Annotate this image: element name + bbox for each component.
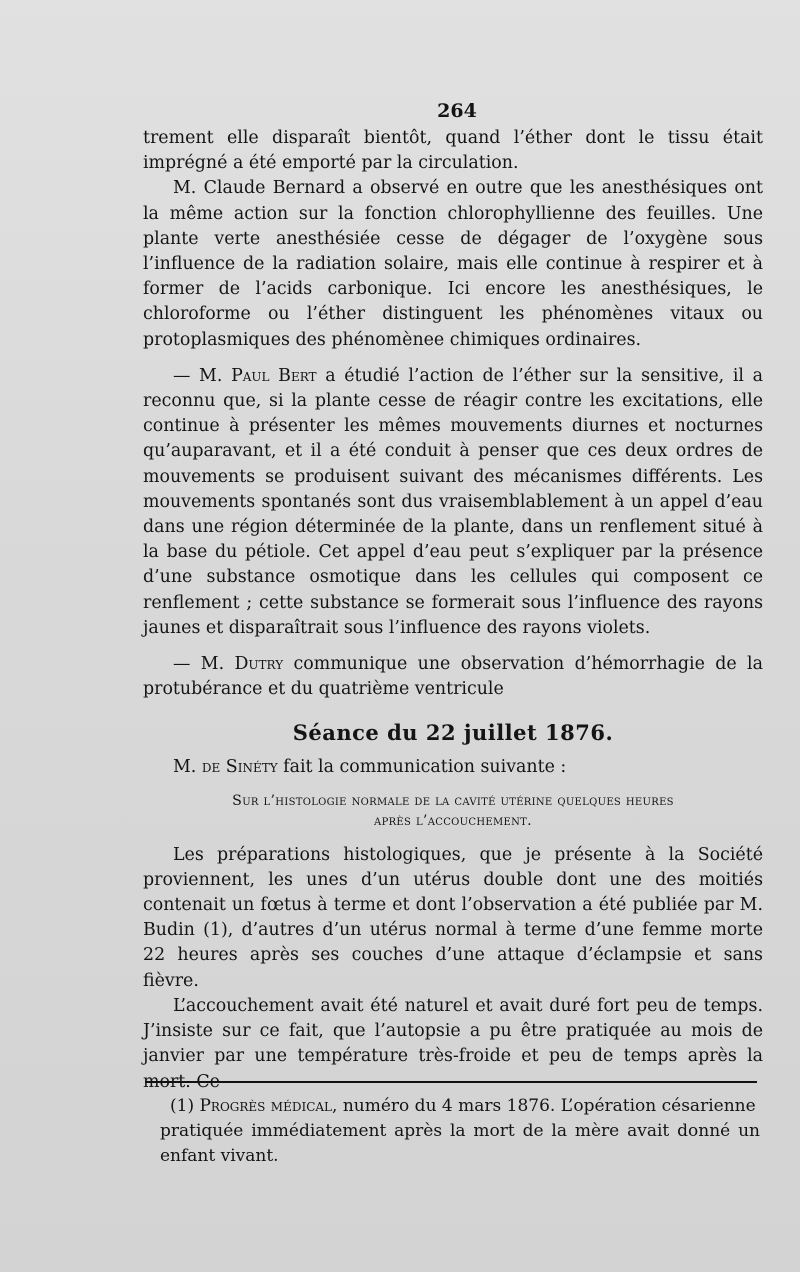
paragraph-text: fait la communication suivante : bbox=[277, 757, 567, 778]
footnote-text-line1: , numéro du 4 mars 1876. L’opération césarienne bbox=[332, 1096, 756, 1116]
paragraph-de-sinety bbox=[143, 755, 763, 780]
article-title bbox=[143, 791, 763, 831]
footnote bbox=[160, 1094, 760, 1169]
author-name-paul-bert: Paul Bert bbox=[231, 365, 317, 386]
paragraph-claude-bernard: M. Claude Bernard a observé en outre que les anesthésiques ont la même action sur la fonction chlorophyllienne des feuilles. Une plante verte anesthésiée cesse de dégager de l’oxygène sous l’influence de la radiation solaire, mais elle continue à respirer et à former de l’acids carbonique. Ici encore les anesthésiques, le chloroforme ou l’éther distinguent les phénomènes vitaux ou protoplasmiques des phénomènee chimiques ordinaires. bbox=[143, 178, 763, 350]
paragraph-accouchement: L’accouchement avait été naturel et avait duré fort peu de temps. J’insiste sur ce fait, que l’autopsie a pu être pratiquée au mois de janvier par une température très-froide et peu de temps après la mort. Ce bbox=[143, 995, 763, 1092]
paragraph-paul-bert bbox=[143, 364, 763, 641]
paragraph-dutry bbox=[143, 652, 763, 702]
footnote-source: Progrès médical bbox=[199, 1096, 333, 1116]
prefix: M. bbox=[173, 757, 202, 778]
article-title-line2: après l’accouchement. bbox=[374, 812, 532, 829]
paragraph-text: communique une observation d’hémorrhagie de la protubérance et du quatrième ventricule bbox=[143, 654, 763, 700]
seance-heading: Séance du 22 juillet 1876. bbox=[292, 720, 614, 746]
paragraph-gap bbox=[143, 353, 763, 364]
footnote-marker: (1) bbox=[170, 1096, 200, 1116]
author-name-dutry: Dutry bbox=[234, 654, 284, 675]
paragraph-continuation: trement elle disparaît bientôt, quand l’éther dont le tissu était imprégné a été emporté par la circulation. bbox=[143, 128, 763, 174]
dash-prefix: — M. bbox=[173, 654, 235, 675]
page-number: 264 bbox=[437, 100, 477, 122]
author-name-de-sinety: de Sinéty bbox=[201, 757, 278, 778]
footnote-rule bbox=[145, 1081, 757, 1083]
footnote-text-rest: pratiquée immédiatement après la mort de la mère avait donné un enfant vivant. bbox=[160, 1121, 760, 1166]
page-text bbox=[143, 100, 763, 1095]
paragraph-preparations: Les préparations histologiques, que je présente à la Société proviennent, les unes d’un utérus double dont une des moitiés contenait un fœtus à terme et dont l’observation a été publiée par M. Budin (1), d’autres d’un utérus normal à terme d’une femme morte 22 heures après ses couches d’une attaque d’éclampsie et sans fièvre. bbox=[143, 844, 763, 991]
paragraph-text: a étudié l’action de l’éther sur la sensitive, il a reconnu que, si la plante cesse de réagir contre les excitations, elle continue à présenter les mêmes mouvements diurnes et nocturnes qu’auparavant, et il a été conduit à penser que ces deux ordres de mouvements se produisent suivant des mécanismes différents. Les mouvements spontanés sont dus vraisemblablement à un appel d’eau dans une région déterminée de la plante, dans un renflement situé à la base du pétiole. Cet appel d’eau peut s’expliquer par la présence d’une substance osmotique dans les cellules qui composent ce renflement ; cette substance se formerait sous l’influence des rayons jaunes et disparaîtrait sous l’influence des rayons violets. bbox=[143, 365, 763, 638]
article-title-line1: Sur l’histologie normale de la cavité utérine quelques heures bbox=[232, 792, 674, 809]
dash-prefix: — M. bbox=[173, 365, 232, 386]
paragraph-gap bbox=[143, 641, 763, 652]
